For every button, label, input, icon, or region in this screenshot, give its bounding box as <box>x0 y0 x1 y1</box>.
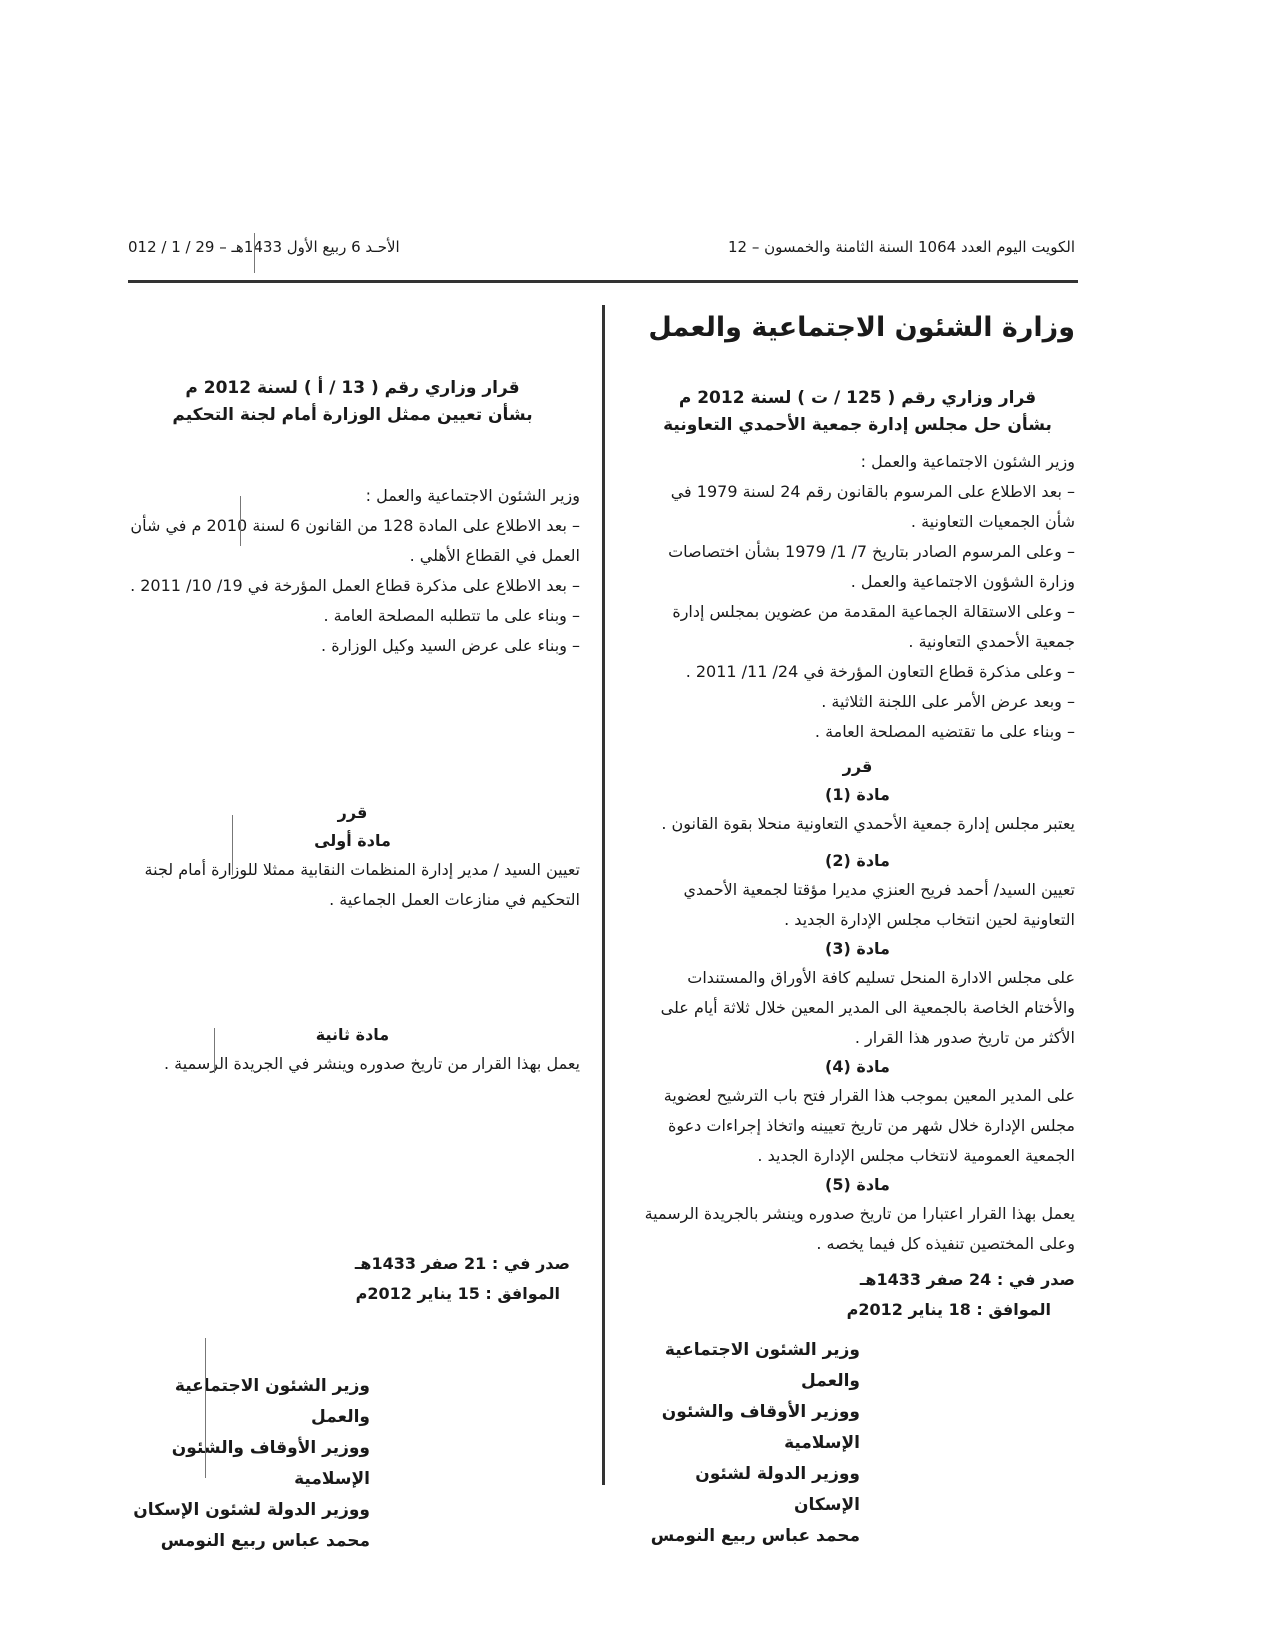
article-title: مادة (3) <box>825 939 890 958</box>
article-text: على المدير المعين بموجب هذا القرار فتح باب الترشيح لعضوية مجلس الإدارة خلال شهر من تاريخ تعيينه واتخاذ إجراءات دعوة الجمعية العمومية لانتخاب مجلس الإدارة الجديد . <box>663 1086 1075 1165</box>
article-text: يعمل بهذا القرار اعتبارا من تاريخ صدوره وينشر بالجريدة الرسمية وعلى المختصين تنفيذه كل فيما يخصه . <box>644 1204 1075 1253</box>
article-title: مادة (1) <box>825 785 890 804</box>
decision-13-column <box>125 375 580 1557</box>
article-text: تعيين السيد / مدير إدارة المنظمات النقابية ممثلا للوزارة أمام لجنة التحكيم في منازعات العمل الجماعية . <box>144 860 580 909</box>
decision-subject: بشأن تعيين ممثل الوزارة أمام لجنة التحكيم <box>172 405 533 425</box>
scan-mark <box>205 1338 206 1478</box>
recital: – وبناء على ما تقتضيه المصلحة العامة . <box>814 722 1075 741</box>
signature-line: ووزير الأوقاف والشئون الإسلامية <box>661 1402 860 1453</box>
gazette-date-header: الأحـد 6 ربيع الأول 1433هـ – 29 / 1 / 012 <box>128 238 400 256</box>
decision-125-column <box>640 312 1075 1552</box>
recital: – وعلى مذكرة قطاع التعاون المؤرخة في 24/ 11/ 2011 . <box>685 662 1075 681</box>
article-title: مادة أولى <box>314 831 391 850</box>
recital: – بعد الاطلاع على المادة 128 من القانون 6 لسنة 2010 م في شأن العمل في القطاع الأهلي . <box>130 516 580 565</box>
scan-mark <box>254 233 255 273</box>
scan-mark <box>214 1028 215 1073</box>
minister-name: محمد عباس ربيع النومس <box>160 1531 370 1551</box>
recital: – وبناء على عرض السيد وكيل الوزارة . <box>321 636 580 655</box>
article-text: على مجلس الادارة المنحل تسليم كافة الأوراق والمستندات والأختام الخاصة بالجمعية الى المدير المعين خلال ثلاثة أيام على الأكثر من تاريخ صدور هذا القرار . <box>660 968 1075 1047</box>
minister-name: محمد عباس ربيع النومس <box>650 1526 860 1546</box>
recital: – بعد الاطلاع على مذكرة قطاع العمل المؤرخة في 19/ 10/ 2011 . <box>130 576 580 595</box>
recital: – وعلى الاستقالة الجماعية المقدمة من عضوين بمجلس إدارة جمعية الأحمدي التعاونية . <box>672 602 1075 651</box>
issue-date-gregorian: الموافق : 18 يناير 2012م <box>846 1300 1051 1319</box>
signature-line: وزير الشئون الاجتماعية والعمل <box>664 1340 860 1391</box>
resolved-heading: قرر <box>337 803 368 822</box>
issue-date-hijri: صدر في : 24 صفر 1433هـ <box>859 1270 1075 1289</box>
header-divider <box>128 280 1078 283</box>
resolved-heading: قرر <box>842 757 873 776</box>
ministry-title: وزارة الشئون الاجتماعية والعمل <box>648 312 1075 343</box>
decision-title: قرار وزاري رقم ( 125 / ت ) لسنة 2012 م <box>678 388 1037 408</box>
minister-signature-block <box>125 1371 370 1557</box>
article-title: مادة (2) <box>825 851 890 870</box>
article-text: تعيين السيد/ أحمد فريح العنزي مديرا مؤقتا لجمعية الأحمدي التعاونية لحين انتخاب مجلس الإدارة الجديد . <box>683 880 1075 929</box>
signature-line: وزير الشئون الاجتماعية والعمل <box>174 1376 370 1427</box>
article-title: مادة ثانية <box>315 1025 390 1044</box>
scan-mark <box>232 815 233 875</box>
issue-date-hijri: صدر في : 21 صفر 1433هـ <box>354 1254 570 1273</box>
decision-subject: بشأن حل مجلس إدارة جمعية الأحمدي التعاونية <box>663 415 1052 435</box>
recital: – وبعد عرض الأمر على اللجنة الثلاثية . <box>821 692 1075 711</box>
signature-line: ووزير الأوقاف والشئون الإسلامية <box>171 1438 370 1489</box>
minister-signature-block <box>640 1335 860 1552</box>
article-title: مادة (4) <box>825 1057 890 1076</box>
column-divider <box>602 305 605 1485</box>
decision-title: قرار وزاري رقم ( 13 / أ ) لسنة 2012 م <box>185 378 520 398</box>
recital: – بعد الاطلاع على المرسوم بالقانون رقم 24 لسنة 1979 في شأن الجمعيات التعاونية . <box>670 482 1075 531</box>
article-text: يعتبر مجلس إدارة جمعية الأحمدي التعاونية منحلا بقوة القانون . <box>661 814 1075 833</box>
gazette-issue-header: الكويت اليوم العدد 1064 السنة الثامنة والخمسون – 12 <box>727 238 1075 256</box>
article-title: مادة (5) <box>825 1175 890 1194</box>
minister-intro: وزير الشئون الاجتماعية والعمل : <box>860 452 1075 471</box>
minister-intro: وزير الشئون الاجتماعية والعمل : <box>365 486 580 505</box>
issue-date-gregorian: الموافق : 15 يناير 2012م <box>355 1284 560 1303</box>
recital: – وعلى المرسوم الصادر بتاريخ 7/ 1/ 1979 بشأن اختصاصات وزارة الشؤون الاجتماعية والعمل . <box>668 542 1075 591</box>
signature-line: ووزير الدولة لشئون الإسكان <box>695 1464 860 1515</box>
article-text: يعمل بهذا القرار من تاريخ صدوره وينشر في الجريدة الرسمية . <box>164 1054 580 1073</box>
signature-line: ووزير الدولة لشئون الإسكان <box>133 1500 370 1520</box>
scan-mark <box>240 496 241 546</box>
recital: – وبناء على ما تتطلبه المصلحة العامة . <box>323 606 580 625</box>
